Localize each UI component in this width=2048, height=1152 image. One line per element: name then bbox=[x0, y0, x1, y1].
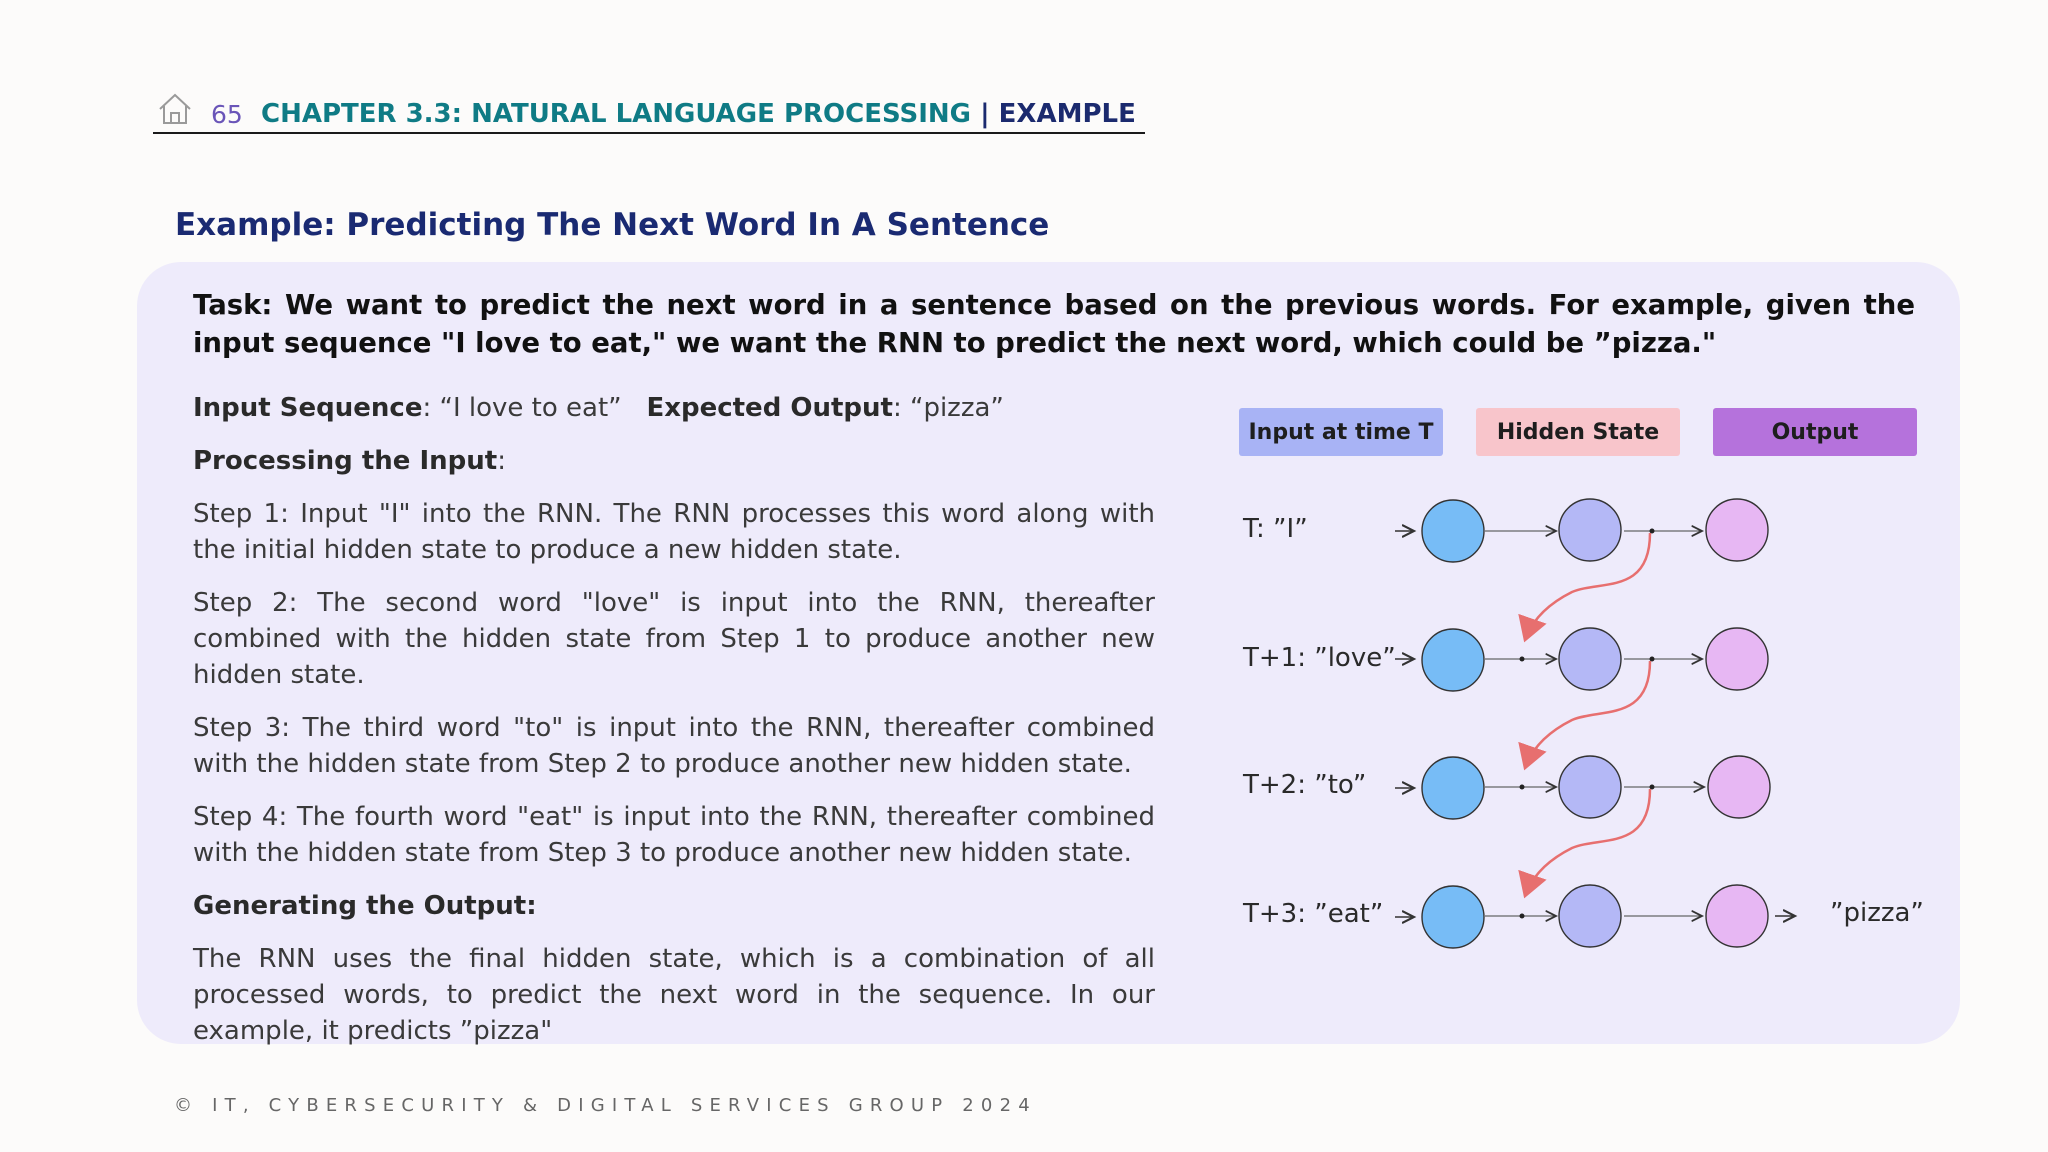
output-node bbox=[1708, 756, 1770, 818]
input-sequence-value: : “I love to eat” bbox=[422, 393, 622, 423]
junction-dot bbox=[1520, 914, 1525, 919]
expected-output-value: : “pizza” bbox=[892, 393, 1004, 423]
page-header bbox=[153, 92, 1145, 134]
step-4: Step 4: The fourth word "eat" is input into the RNN, thereafter combined with the hidden state from Step 3 to produce another new hidden state. bbox=[193, 802, 1155, 868]
hidden-node bbox=[1559, 499, 1621, 561]
sequence-line bbox=[193, 390, 1155, 426]
hidden-node bbox=[1559, 885, 1621, 947]
generating-heading-text: Generating the Output: bbox=[193, 891, 537, 921]
input-sequence-label: Input Sequence bbox=[193, 393, 423, 423]
expected-output-label: Expected Output bbox=[646, 393, 893, 423]
row-1 bbox=[1395, 628, 1768, 691]
processing-heading-text: Processing the Input bbox=[193, 446, 498, 476]
processing-heading-colon: : bbox=[497, 446, 506, 476]
footer-copyright: © IT, CYBERSECURITY & DIGITAL SERVICES GROUP 2024 bbox=[174, 1095, 1037, 1116]
junction-dot bbox=[1650, 657, 1655, 662]
row-3 bbox=[1395, 885, 1795, 948]
legend-output: Output bbox=[1713, 408, 1917, 456]
step-1: Step 1: Input "I" into the RNN. The RNN processes this word along with the initial hidden state to produce a new hidden state. bbox=[193, 499, 1155, 565]
step-2: Step 2: The second word "love" is input into the RNN, thereafter combined with the hidden state from Step 1 to produce another new hidden state. bbox=[193, 588, 1155, 690]
row-label-t: T: ”I” bbox=[1243, 514, 1308, 544]
page-number: 65 bbox=[211, 100, 243, 129]
rnn-diagram bbox=[1180, 470, 1940, 990]
legend-input: Input at time T bbox=[1239, 408, 1443, 456]
chapter-name: CHAPTER 3.3: NATURAL LANGUAGE PROCESSING bbox=[261, 99, 972, 129]
output-node bbox=[1706, 499, 1768, 561]
input-node bbox=[1422, 500, 1484, 562]
home-icon[interactable] bbox=[157, 92, 193, 126]
junction-dot bbox=[1520, 785, 1525, 790]
row-label-t1: T+1: ”love” bbox=[1243, 643, 1396, 673]
step-3: Step 3: The third word "to" is input into the RNN, thereafter combined with the hidden state from Step 2 to produce another new hidden state. bbox=[193, 713, 1155, 779]
legend-hidden-state: Hidden State bbox=[1476, 408, 1680, 456]
processing-heading bbox=[193, 443, 1155, 479]
header-separator: | bbox=[980, 99, 990, 129]
example-title: Example: Predicting The Next Word In A Sentence bbox=[175, 207, 1050, 243]
generating-text: The RNN uses the final hidden state, which is a combination of all processed words, to predict the next word in the sequence. In our example, it predicts ”pizza" bbox=[193, 944, 1155, 1046]
chapter-title bbox=[261, 99, 1136, 129]
hidden-node bbox=[1559, 756, 1621, 818]
row-0 bbox=[1395, 499, 1768, 562]
row-label-t3: T+3: ”eat” bbox=[1243, 899, 1384, 929]
explanation-column bbox=[193, 390, 1155, 1066]
row-2 bbox=[1395, 756, 1770, 819]
row-label-t2: T+2: ”to” bbox=[1243, 770, 1367, 800]
output-node bbox=[1706, 628, 1768, 690]
junction-dot bbox=[1650, 785, 1655, 790]
hidden-node bbox=[1559, 628, 1621, 690]
input-node bbox=[1422, 629, 1484, 691]
junction-dot bbox=[1650, 529, 1655, 534]
junction-dot bbox=[1520, 657, 1525, 662]
output-node bbox=[1706, 885, 1768, 947]
generating-heading bbox=[193, 888, 1155, 924]
final-output-label: ”pizza” bbox=[1830, 898, 1924, 928]
task-text: Task: We want to predict the next word in a sentence based on the previous words. For example, given the input sequence "I love to eat," we want the RNN to predict the next word, which could be ”pizza." bbox=[193, 289, 1915, 359]
input-node bbox=[1422, 757, 1484, 819]
input-node bbox=[1422, 886, 1484, 948]
section-name: EXAMPLE bbox=[998, 99, 1136, 129]
